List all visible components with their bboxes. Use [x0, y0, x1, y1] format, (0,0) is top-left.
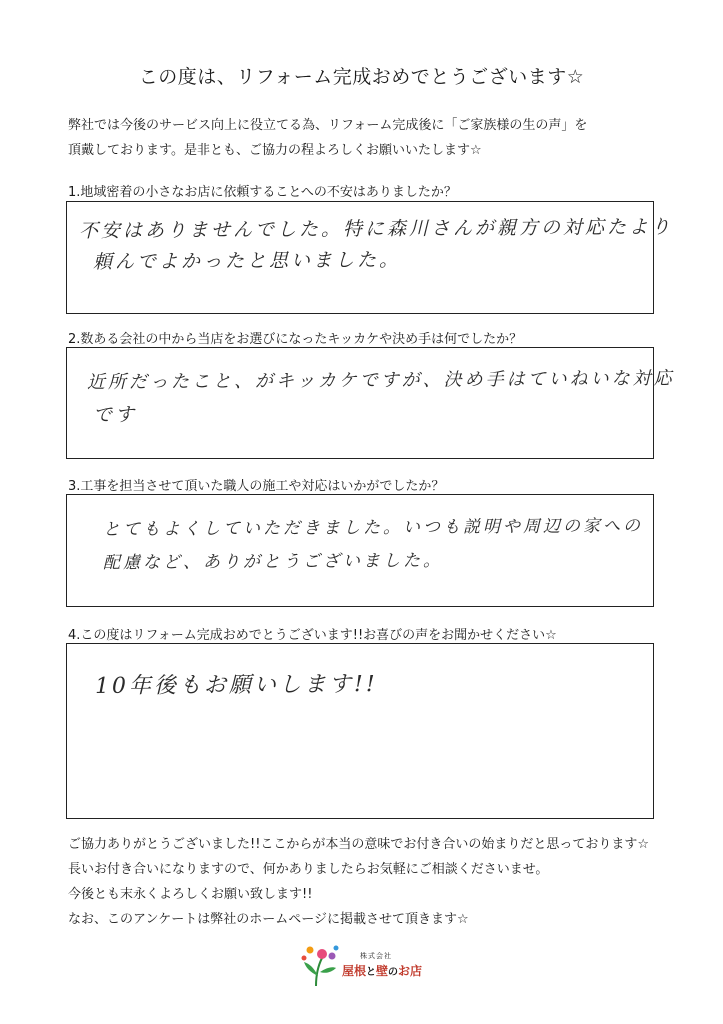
question-4-label: 4.この度はリフォーム完成おめでとうございます!!お喜びの声をお聞かせください☆ [68, 628, 557, 643]
answer-box-1 [66, 201, 674, 314]
question-2-label: 2.数ある会社の中から当店をお選びになったキッカケや決め手は何でしたか？ [68, 332, 523, 347]
answer-1-line-1: 不安はありませんでした。特に森川さんが親方の対応たより [78, 215, 674, 243]
closing-line-1: ご協力ありがとうございました!!ここからが本当の意味でお付き合いの始まりだと思っております☆ [68, 837, 650, 852]
logo-name-part1: 屋根 [342, 964, 367, 978]
closing-text [68, 832, 688, 932]
answer-2-line-2: です [92, 403, 138, 427]
answer-1-line-2: 頼んでよかったと思いました。 [92, 248, 402, 274]
answer-3-line-1: とてもよくしていただきました。いつも説明や周辺の家への [102, 516, 644, 540]
page-title: この度は、リフォーム完成おめでとうございます☆ [138, 66, 585, 88]
question-1-label: 1.地域密着の小さなお店に依頼することへの不安はありましたか？ [68, 185, 457, 200]
answer-3-line-2: 配慮など、ありがとうございました。 [102, 550, 444, 574]
answer-box-3 [66, 494, 654, 607]
intro-line-2: 頂戴しております。是非とも、ご協力の程よろしくお願いいたします☆ [68, 143, 482, 158]
question-3-label: 3.工事を担当させて頂いた職人の施工や対応はいかがでしたか？ [68, 479, 445, 494]
intro-line-1: 弊社では今後のサービス向上に役立てる為、リフォーム完成後に「ご家族様の生の声」を [68, 118, 588, 133]
answer-box-2 [66, 347, 675, 459]
answer-2-line-1: 近所だったこと、がキッカケですが、決め手はていねいな対応 [86, 367, 675, 394]
logo-name-part2: 壁 [376, 964, 389, 978]
closing-line-4: なお、このアンケートは弊社のホームページに掲載させて頂きます☆ [68, 912, 469, 927]
logo-company-type: 株式会社 [360, 952, 392, 960]
intro-text [68, 113, 668, 163]
logo-company-name [342, 962, 422, 979]
logo-name-mid: と [366, 967, 377, 978]
logo-name-mid2: の [388, 967, 399, 978]
closing-line-3: 今後とも末永くよろしくお願い致します!! [68, 887, 313, 902]
answer-4-line-1: 10年後もお願いします!! [94, 672, 378, 699]
answer-box-4 [66, 643, 654, 819]
closing-line-2: 長いお付き合いになりますので、何かありましたらお気軽にご相談くださいませ。 [68, 862, 549, 877]
logo-name-part3: お店 [398, 964, 423, 978]
